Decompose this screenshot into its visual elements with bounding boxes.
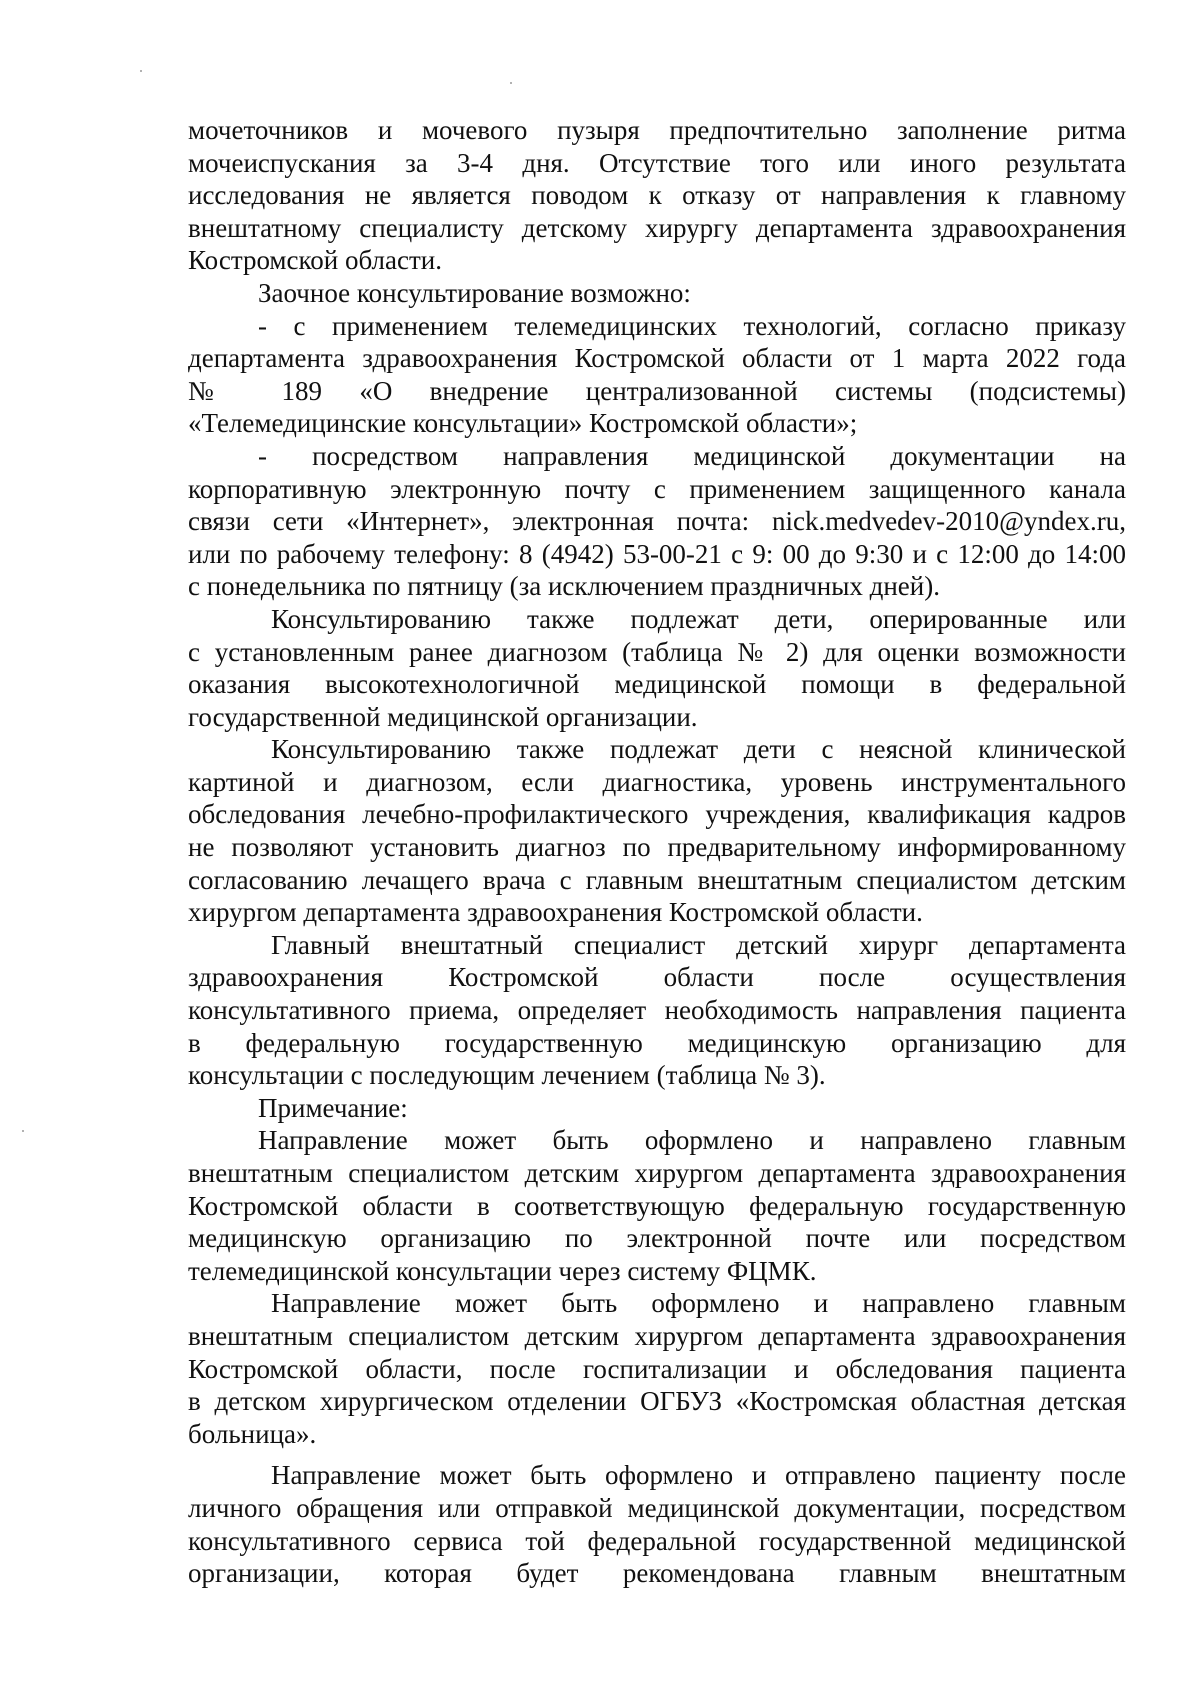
- body-line: оказания высокотехнологичной медицинской помощи в федеральной: [188, 669, 1126, 700]
- body-line: государственной медицинской организации.: [188, 701, 698, 732]
- body-line: больница».: [188, 1418, 317, 1449]
- note-heading: Примечание:: [258, 1092, 408, 1123]
- body-line: телемедицинской консультации через систему ФЦМК.: [188, 1255, 817, 1286]
- paragraph-first-line: Направление может быть оформлено и направлено главным: [258, 1125, 1126, 1156]
- body-line: с понедельника по пятницу (за исключением праздничных дней).: [188, 571, 940, 602]
- body-line: в детском хирургическом отделении ОГБУЗ «Костромская областная детская: [188, 1386, 1126, 1417]
- document-page: [188, 114, 1126, 1590]
- body-line: Костромской области, после госпитализации и обследования пациента: [188, 1353, 1126, 1384]
- list-item-line: - с применением телемедицинских технологий, согласно приказу: [258, 310, 1126, 341]
- paragraph-first-line: Главный внештатный специалист детский хирург департамента: [271, 929, 1126, 960]
- body-line: внештатному специалисту детскому хирургу департамента здравоохранения: [188, 212, 1126, 243]
- body-line: обследования лечебно-профилактического учреждения, квалификация кадров: [188, 799, 1126, 830]
- body-line: № 189 «О внедрение централизованной системы (подсистемы): [188, 375, 1126, 406]
- scan-speck: [510, 82, 512, 84]
- body-line: консультации с последующим лечением (таблица № 3).: [188, 1060, 826, 1091]
- body-line: консультативного сервиса той федеральной государственной медицинской: [188, 1525, 1126, 1556]
- paragraph-first-line: Направление может быть оформлено и отправлено пациенту после: [271, 1460, 1126, 1491]
- body-line: хирургом департамента здравоохранения Костромской области.: [188, 897, 923, 928]
- body-line: здравоохранения Костромской области после осуществления: [188, 962, 1126, 993]
- list-item-line: - посредством направления медицинской документации на: [258, 440, 1126, 471]
- body-line: внештатным специалистом детским хирургом департамента здравоохранения: [188, 1158, 1126, 1188]
- paragraph-gap: [188, 1450, 1126, 1459]
- body-line: консультативного приема, определяет необходимость направления пациента: [188, 995, 1126, 1026]
- body-line: мочеиспускания за 3-4 дня. Отсутствие того или иного результата: [188, 147, 1126, 178]
- body-line: картиной и диагнозом, если диагностика, уровень инструментального: [188, 766, 1126, 797]
- body-line: «Телемедицинские консультации» Костромской области»;: [188, 408, 858, 439]
- paragraph-heading: Заочное консультирование возможно:: [258, 277, 691, 308]
- paragraph-first-line: Направление может быть оформлено и направлено главным: [271, 1288, 1126, 1319]
- body-line: с установленным ранее диагнозом (таблица № 2) для оценки возможности: [188, 636, 1126, 667]
- body-line: департамента здравоохранения Костромской области от 1 марта 2022 года: [188, 343, 1126, 374]
- scan-speck: [140, 70, 142, 72]
- body-line: личного обращения или отправкой медицинской документации, посредством: [188, 1492, 1126, 1523]
- paragraph-first-line: Консультированию также подлежат дети с неясной клинической: [271, 734, 1126, 765]
- body-line: Костромской области в соответствующую федеральную государственную: [188, 1190, 1126, 1221]
- body-line: внештатным специалистом детским хирургом департамента здравоохранения: [188, 1320, 1126, 1351]
- body-line: в федеральную государственную медицинскую организацию для: [188, 1027, 1126, 1058]
- body-line: связи сети «Интернет», электронная почта: nick.medvedev-2010@yndex.ru,: [188, 506, 1126, 537]
- body-line: медицинскую организацию по электронной почте или посредством: [188, 1223, 1126, 1254]
- body-line: Костромской области.: [188, 245, 442, 276]
- body-line: корпоративную электронную почту с применением защищенного канала: [188, 473, 1126, 504]
- body-line: мочеточников и мочевого пузыря предпочтительно заполнение ритма: [188, 115, 1126, 145]
- body-line: или по рабочему телефону: 8 (4942) 53-00-21 с 9: 00 до 9:30 и с 12:00 до 14:00: [188, 538, 1126, 569]
- body-line: организации, которая будет рекомендована главным внештатным: [188, 1558, 1126, 1589]
- scan-speck: [22, 1130, 24, 1132]
- body-line: не позволяют установить диагноз по предварительному информированному: [188, 832, 1126, 863]
- body-line: согласованию лечащего врача с главным внештатным специалистом детским: [188, 864, 1126, 895]
- paragraph-first-line: Консультированию также подлежат дети, оперированные или: [271, 603, 1126, 634]
- body-line: исследования не является поводом к отказу от направления к главному: [188, 180, 1126, 211]
